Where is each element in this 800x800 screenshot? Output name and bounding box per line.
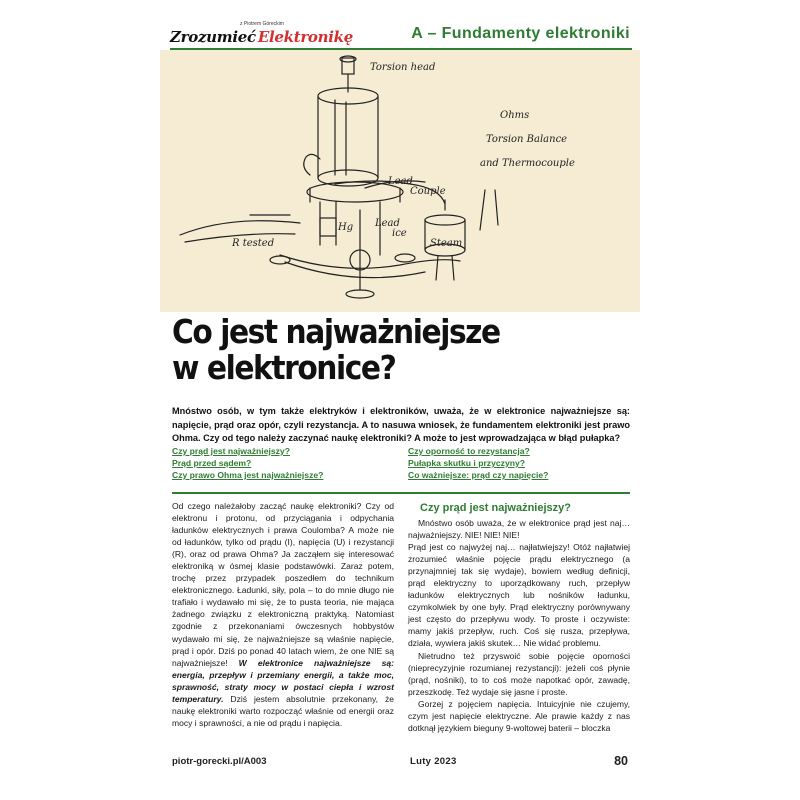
brand-logo bbox=[170, 21, 353, 46]
footer-url[interactable]: piotr-gorecki.pl/A003 bbox=[172, 756, 267, 767]
section-title: A – Fundamenty elektroniki bbox=[411, 25, 630, 42]
label-caption-3: and Thermocouple bbox=[480, 158, 575, 169]
body-paragraph: Nietrudno też przyswoić sobie pojęcie oporności (nieprecyzyjnie rozumianej rezystancji): jeżeli coś płynie (prąd, nośniki), to to coś może napotkać opór, zawadę, przeszkodę. Też wydaje się jasne i proste. bbox=[408, 650, 630, 697]
title-line-1: Co jest najważniejsze bbox=[172, 312, 500, 351]
toc-link[interactable]: Czy prawo Ohma jest najważniejsze? bbox=[172, 470, 324, 480]
toc-link[interactable]: Pułapka skutku i przyczyny? bbox=[408, 458, 526, 468]
footer-date: Luty 2023 bbox=[410, 756, 457, 767]
toc-link[interactable]: Prąd przed sądem? bbox=[172, 458, 252, 468]
logo-brand: Elektronikę bbox=[257, 28, 353, 46]
toc-left bbox=[172, 445, 400, 481]
body-text: Dziś jestem absolutnie przekonany, że naukę elektroniki warto rozpocząć właśnie od energii oraz mocy i sprawności, a nie od prądu i napięcia. bbox=[172, 693, 394, 728]
logo-subtitle: z Piotrem Góreckim bbox=[240, 21, 284, 27]
label-lead-2: Lead bbox=[375, 218, 400, 229]
page-header bbox=[170, 22, 632, 51]
label-caption-2: Torsion Balance bbox=[486, 134, 568, 145]
page-number: 80 bbox=[614, 754, 628, 768]
label-caption-1: Ohms bbox=[500, 110, 530, 121]
section-divider bbox=[172, 492, 630, 494]
logo-prefix: Zrozumieć bbox=[170, 28, 256, 46]
label-hg: Hg bbox=[338, 222, 354, 233]
label-ice: ice bbox=[392, 228, 407, 239]
torsion-head-shape bbox=[342, 58, 354, 74]
label-r-tested: R tested bbox=[232, 238, 275, 249]
body-paragraph: Gorzej z pojęciem napięcia. Intuicyjnie nie czujemy, czym jest napięcie elektryczne. Ale prawie każdy z nas dotknął językiem bieguny 9-woltowej baterii – bloczka bbox=[408, 698, 630, 733]
body-paragraph bbox=[172, 500, 394, 729]
body-paragraph: Prąd jest co najwyżej naj… najłatwiejszy! Otóż najłatwiej zrozumieć właśnie pojęcie prądu elektrycznego (a przynajmniej tak się wydaje), bowiem według definicji, prąd elektryczny to uporządkowany ruch, przepływ ładunków elektrycznych lub nośników ładunku, czymkolwiek by one były. Prąd elektryczny porównywany jest często do przepływu wody. To proste i oczywiste: mamy jakiś przepływ, ruch. Coś się rusza, przepływa, działa, wywiera jakiś skutek… Nie widać problemu. bbox=[408, 542, 630, 649]
title-line-2: w elektronice? bbox=[172, 348, 396, 387]
page-footer bbox=[172, 756, 630, 770]
section-heading: Czy prąd jest najważniejszy? bbox=[420, 502, 571, 514]
toc-link[interactable]: Czy prąd jest najważniejszy? bbox=[172, 446, 290, 456]
article-lead: Mnóstwo osób, w tym także elektryków i elektroników, uważa, że w elektronice najważniejsze są: napięcie, prąd oraz opór, czyli rezystancja. A to nasuwa wniosek, że fundamentem elektroniki jest prawo Ohma. Czy od tego należy zaczynać naukę elektroniki? A może to jest wprowadzająca w błąd pułapka? bbox=[172, 406, 630, 443]
article-title bbox=[172, 314, 586, 386]
label-torsion-head: Torsion head bbox=[370, 62, 436, 73]
toc-link[interactable]: Czy oporność to rezystancja? bbox=[408, 446, 530, 456]
body-text: Od czego należałoby zacząć naukę elektroniki? Czy od elektronu i protonu, od przyciągania i odpychania ładunków elektrycznych i prawa Coulomba? A może nie od ładunków, tylko od prądu (I), napięcia (U) i rezystancji (R), oraz od prawa Ohma? Ja zacząłem się interesować elektroniką w ósmej klasie podstawówki. Zaraz potem, trochę przez przypadek poszedłem do technikum elektronicznego. Ładunki, siły, pola – to do mnie długo nie trafiało i wydawało mi się, że to pusta teoria, nie mająca żadnego związku z elektroniczną praktyką. Natomiast zgodnie z przekonaniami ówczesnych hobbystów wydawało mi się, że najważniejsze są właśnie napięcie, prąd i opór. Dziś po ponad 40 latach wiem, że one NIE są najważniejsze! bbox=[172, 501, 394, 668]
body-paragraph: Mnóstwo osób uważa, że w elektronice prąd jest naj… najważniejszy. NIE! NIE! NIE! bbox=[408, 518, 630, 541]
toc-right bbox=[408, 445, 636, 481]
emphasis-text: W elektronice najważniejsze są: energia, przepływ i przemiany energii, a także moc, sprawność, straty mocy w postaci ciepła i wzrost temperatury. bbox=[172, 657, 394, 704]
label-steam: Steam bbox=[430, 238, 463, 249]
label-lead: Lead bbox=[388, 176, 413, 187]
right-column bbox=[408, 502, 630, 734]
toc-link[interactable]: Co ważniejsze: prąd czy napięcie? bbox=[408, 470, 549, 480]
apparatus-sketch bbox=[160, 50, 640, 312]
label-couple: Couple bbox=[410, 186, 446, 197]
ohm-apparatus-illustration bbox=[160, 50, 640, 312]
left-column bbox=[172, 500, 394, 729]
